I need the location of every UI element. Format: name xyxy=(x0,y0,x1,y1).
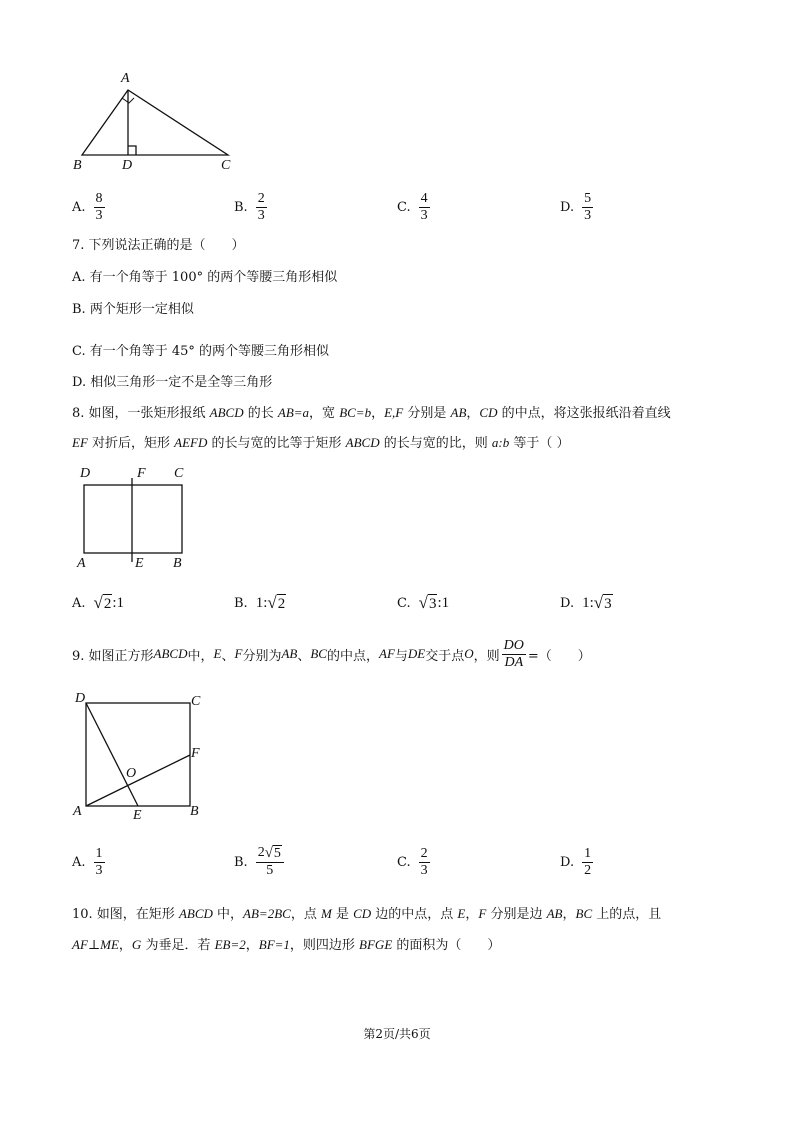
fraction: $\frac{4}{3}$ xyxy=(420,190,428,223)
q9-label-D: D xyxy=(75,691,86,706)
q8-stem-line2: EF 对折后，矩形 AEFD 的长与宽的比等于矩形 ABCD 的长与宽的比，则 a:b 等于（ ） xyxy=(72,435,570,451)
q9-option-d[interactable]: D. $\frac{1}{2}$ xyxy=(560,845,592,878)
q6-label-A: A xyxy=(121,71,130,86)
q8-label-B: B xyxy=(173,556,182,571)
fraction: $\frac{2}{3}$ xyxy=(257,190,265,223)
sqrt-symbol: √ 3 xyxy=(418,592,437,612)
q8-option-c[interactable]: C. √ 3 :1 xyxy=(397,592,450,612)
q9-stem: 9. 如图正方形 ABCD 中， E 、 F 分别为 AB 、 BC 的中点， AF 与 DE 交于点 O ，则 $\frac{DO}{DA}$ =（ ） xyxy=(72,637,591,670)
q6-triangle-figure xyxy=(70,70,240,180)
q7-option-a[interactable]: A. 有一个角等于 100° 的两个等腰三角形相似 xyxy=(72,270,338,285)
q9-option-b[interactable]: B. 2 √ 5 5 xyxy=(234,842,284,882)
q8-label-A: A xyxy=(77,556,86,571)
ratio-fraction: $\frac{DO}{DA}$ xyxy=(503,637,524,670)
q10-stem-line2: AF⊥ME，G 为垂足．若 EB=2，BF=1，则四边形 BFGE 的面积为（ ） xyxy=(72,937,501,953)
q8-stem-line1: 8. 如图，一张矩形报纸 ABCD 的长 AB=a，宽 BC=b，E,F 分别是 AB，CD 的中点，将这张报纸沿着直线 xyxy=(72,405,671,421)
q7-option-b[interactable]: B. 两个矩形一定相似 xyxy=(72,302,194,317)
sqrt-symbol: √ 3 xyxy=(593,592,612,612)
q8-option-a[interactable]: A. √ 2 :1 xyxy=(72,592,125,612)
q8-label-D: D xyxy=(80,466,91,481)
sqrt-symbol: √ 2 xyxy=(267,592,286,612)
q7-stem: 7. 下列说法正确的是（ ） xyxy=(72,238,245,253)
q6-label-B: B xyxy=(73,158,82,173)
q7-option-d[interactable]: D. 相似三角形一定不是全等三角形 xyxy=(72,375,273,390)
q8-label-C: C xyxy=(174,466,184,481)
q6-label-D: D xyxy=(122,158,133,173)
q6-option-a[interactable]: A. $\frac{8}{3}$ xyxy=(72,190,103,223)
q9-label-A: A xyxy=(73,804,82,819)
q8-label-F: F xyxy=(137,466,146,481)
q9-option-c[interactable]: C. $\frac{2}{3}$ xyxy=(397,845,428,878)
q10-stem-line1: 10. 如图，在矩形 ABCD 中，AB=2BC，点 M 是 CD 边的中点，点 E，F 分别是边 AB，BC 上的点，且 xyxy=(72,906,662,922)
fraction: $\frac{5}{3}$ xyxy=(584,190,592,223)
q9-label-E: E xyxy=(133,808,142,823)
fraction: 2 √ 5 5 xyxy=(256,845,284,879)
q8-label-E: E xyxy=(135,556,144,571)
q9-label-B: B xyxy=(190,804,199,819)
q9-label-O: O xyxy=(126,766,137,781)
fraction: $\frac{1}{2}$ xyxy=(584,845,592,878)
q9-label-F: F xyxy=(191,746,200,761)
q6-label-C: C xyxy=(221,158,231,173)
sqrt-symbol: √ 5 xyxy=(264,845,281,861)
q8-option-d[interactable]: D. 1: √ 3 xyxy=(560,592,612,612)
q9-label-C: C xyxy=(191,694,201,709)
q7-option-c[interactable]: C. 有一个角等于 45° 的两个等腰三角形相似 xyxy=(72,344,330,359)
fraction: $\frac{1}{3}$ xyxy=(95,845,103,878)
q9-option-a[interactable]: A. $\frac{1}{3}$ xyxy=(72,845,103,878)
fraction: $\frac{2}{3}$ xyxy=(420,845,428,878)
sqrt-symbol: √ 2 xyxy=(93,592,112,612)
page-footer: 第2页/共6页 xyxy=(363,1027,431,1041)
q6-option-b[interactable]: B. $\frac{2}{3}$ xyxy=(234,190,265,223)
q6-option-d[interactable]: D. $\frac{5}{3}$ xyxy=(560,190,592,223)
fraction: $\frac{8}{3}$ xyxy=(95,190,103,223)
q8-option-b[interactable]: B. 1: √ 2 xyxy=(234,592,286,612)
q6-option-c[interactable]: C. $\frac{4}{3}$ xyxy=(397,190,428,223)
